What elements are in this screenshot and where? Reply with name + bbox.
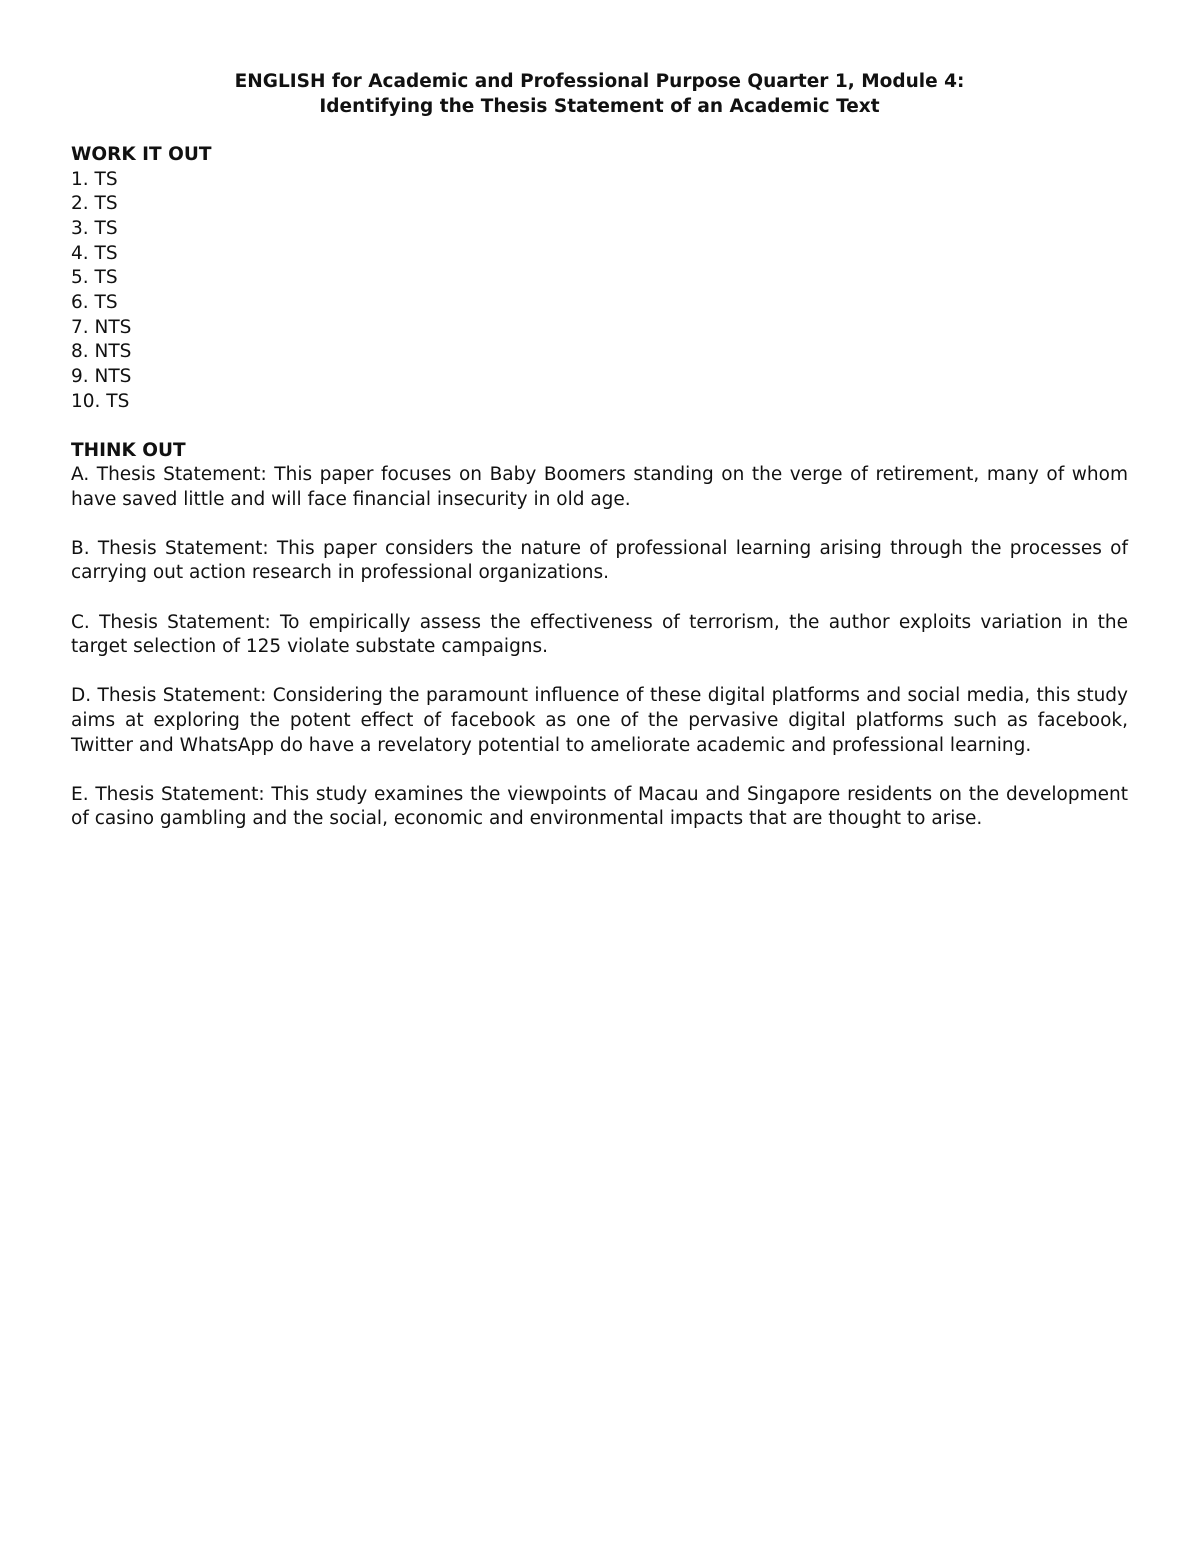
thesis-statement-e: E. Thesis Statement: This study examines the viewpoints of Macau and Singapore residents on the development of casino gambling and the social, economic and environmental impacts that are thought to arise. [71, 783, 1128, 830]
answer-item: 3. TS [71, 217, 118, 239]
answer-item: 10. TS [71, 390, 130, 412]
thesis-statement-b: B. Thesis Statement: This paper considers the nature of professional learning arising through the processes of carrying out action research in professional organizations. [71, 537, 1128, 584]
answer-item: 2. TS [71, 193, 118, 215]
answer-item: 9. NTS [71, 366, 132, 388]
think-out-heading: THINK OUT [71, 439, 186, 461]
thesis-statement-d: D. Thesis Statement: Considering the paramount influence of these digital platforms and social media, this study aims at exploring the potent effect of facebook as one of the pervasive digital platforms such as facebook, Twitter and WhatsApp do have a revelatory potential to ameliorate academic and professional learning. [71, 685, 1128, 756]
work-it-out-heading: WORK IT OUT [71, 144, 212, 165]
answer-item: 7. NTS [71, 316, 132, 338]
document-page [71, 70, 1128, 832]
answer-item: 4. TS [71, 242, 118, 264]
document-title-line-1: ENGLISH for Academic and Professional Purpose Quarter 1, Module 4: [234, 71, 965, 92]
document-title-line-2: Identifying the Thesis Statement of an Academic Text [319, 95, 880, 117]
answer-item: 1. TS [71, 168, 118, 190]
thesis-statement-c: C. Thesis Statement: To empirically assess the effectiveness of terrorism, the author exploits variation in the target selection of 125 violate substate campaigns. [71, 611, 1128, 658]
answer-item: 8. NTS [71, 341, 132, 363]
thesis-statement-a: A. Thesis Statement: This paper focuses on Baby Boomers standing on the verge of retirement, many of whom have saved little and will face financial insecurity in old age. [71, 464, 1128, 510]
work-it-out-list [71, 168, 1128, 415]
answer-item: 5. TS [71, 267, 118, 289]
answer-item: 6. TS [71, 292, 118, 314]
